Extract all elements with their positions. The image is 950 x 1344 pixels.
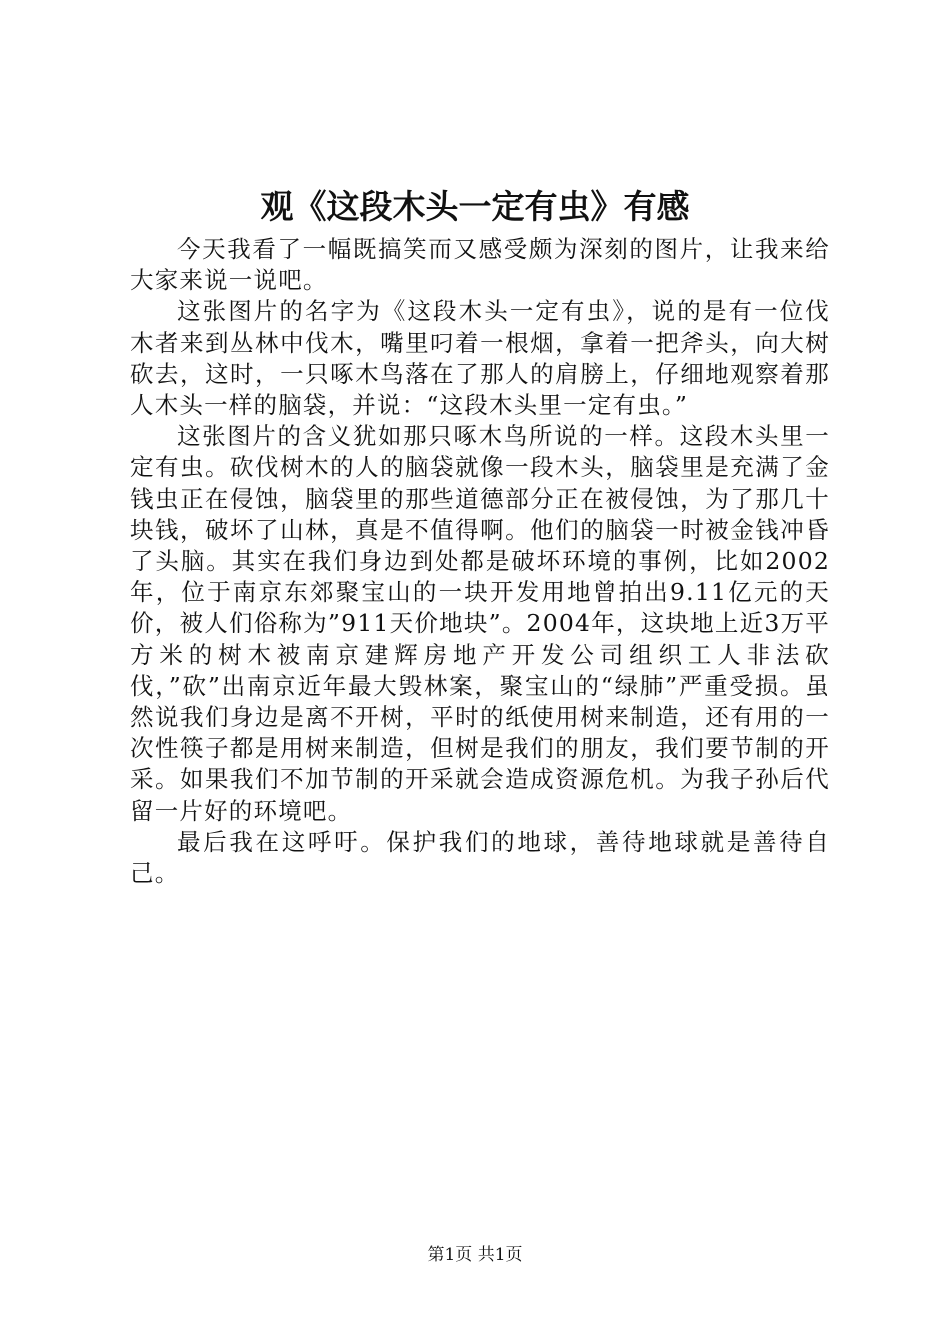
paragraph-3: 这张图片的含义犹如那只啄木鸟所说的一样。这段木头里一定有虫。砍伐树木的人的脑袋就像一段木头，脑袋里是充满了金钱虫正在侵蚀，脑袋里的那些道德部分正在被侵蚀，为了那几十块钱，破坏了山林，真是不值得啊。他们的脑袋一时被金钱冲昏了头脑。其实在我们身边到处都是破坏环境的事例，比如2002年，位于南京东郊聚宝山的一块开发用地曾拍出9.11亿元的天价，被人们俗称为”911天价地块”。2004年，这块地上近3万平方米的树木被南京建辉房地产开发公司组织工人非法砍伐，”砍”出南京近年最大毁林案，聚宝山的“绿肺”严重受损。虽然说我们身边是离不开树，平时的纸使用树来制造，还有用的一次性筷子都是用树来制造，但树是我们的朋友，我们要节制的开采。如果我们不加节制的开采就会造成资源危机。为我子孙后代留一片好的环境吧。 [130,422,830,825]
paragraph-4: 最后我在这呼吁。保护我们的地球，善待地球就是善待自己。 [130,827,830,888]
document-title: 观《这段木头一定有虫》有感 [260,187,690,226]
page-footer: 第1页 共1页 [427,1245,523,1265]
paragraph-1: 今天我看了一幅既搞笑而又感受颇为深刻的图片，让我来给大家来说一说吧。 [130,235,830,295]
paragraph-2: 这张图片的名字为《这段木头一定有虫》，说的是有一位伐木者来到丛林中伐木，嘴里叼着一根烟，拿着一把斧头，向大树砍去，这时，一只啄木鸟落在了那人的肩膀上，仔细地观察着那人木头一样的脑袋，并说：“这段木头里一定有虫。” [130,297,830,420]
document-body [130,234,830,889]
